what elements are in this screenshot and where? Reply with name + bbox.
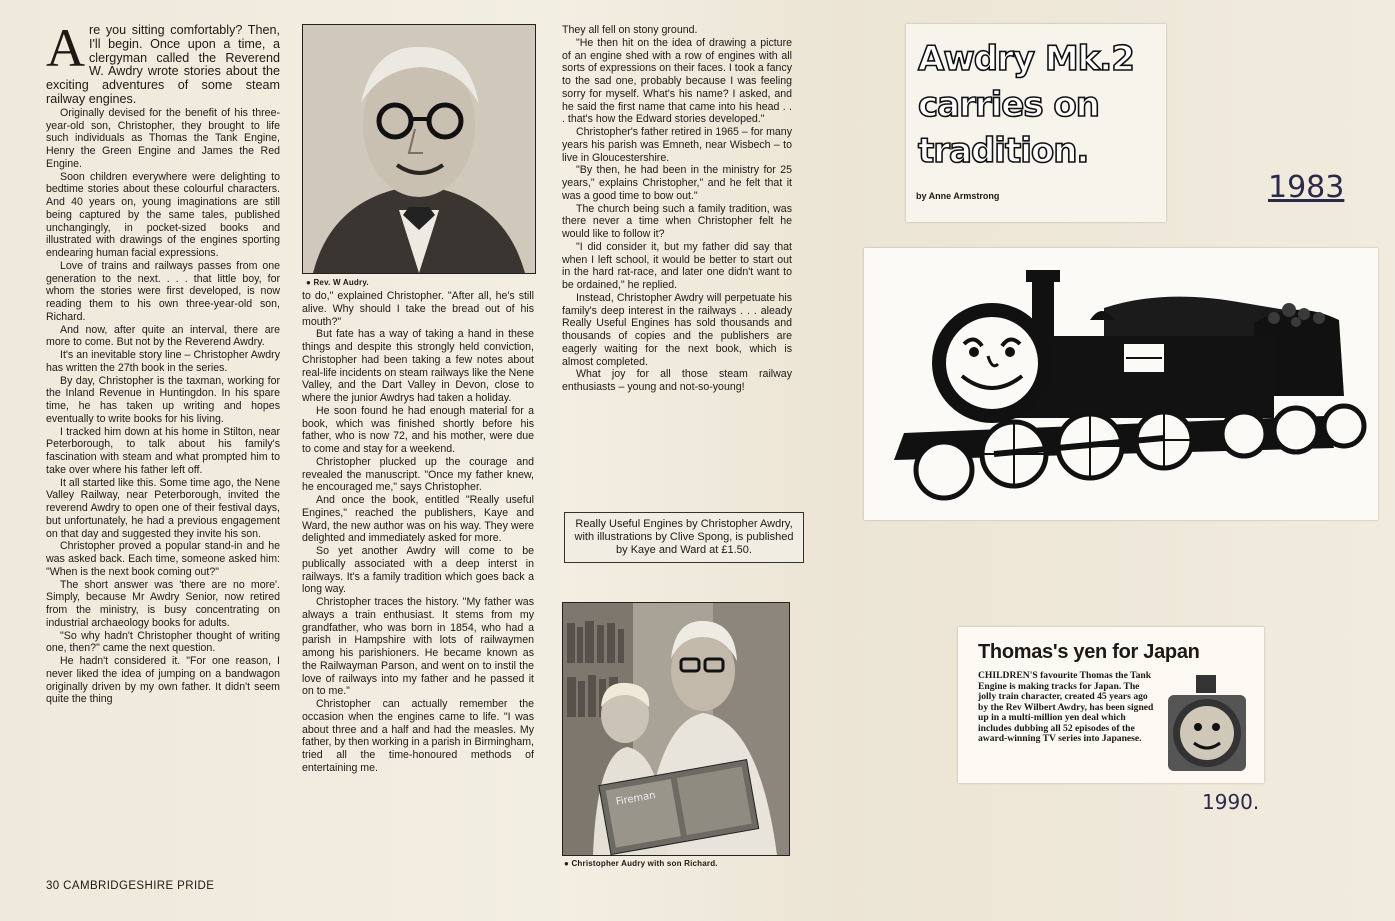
drop-cap: A (46, 18, 85, 78)
clipping-byline: by Anne Armstrong (916, 191, 1000, 201)
paragraph: "So why hadn't Christopher thought of writing one, then?" came the next question. (46, 629, 280, 655)
photo-caption-rev-awdry: ● Rev. W Audry. (306, 278, 369, 287)
handwritten-year-1990: 1990. (1202, 790, 1260, 814)
article-column-2 (302, 290, 534, 775)
photo-caption-father-son: ● Christopher Audry with son Richard. (564, 859, 718, 868)
paragraph: Christopher proved a popular stand-in and he was asked back. Each time, someone asked him: "When is the next book coming out?" (46, 540, 280, 578)
paragraph: He hadn't considered it. "For one reason, I never liked the idea of jumping on a bandwagon originally driven by my own father. It didn't seem quite the thing (46, 655, 280, 706)
paragraph: Love of trains and railways passes from one generation to the next. . . . that little boy, for whom the stories were first developed, is now reading them to his own three-year-old son, Richard. (46, 259, 280, 323)
thomas-engine-drawing (864, 248, 1378, 520)
paragraph: Originally devised for the benefit of his three-year-old son, Christopher, they brought to life such individuals as Thomas the Tank Engine, Henry the Green Engine and James the Red Engine. (46, 106, 280, 170)
paragraph: I tracked him down at his home in Stilton, near Peterborough, to talk about his family's fascination with steam and what prompted him to take over where his father left off. (46, 425, 280, 476)
clipping-headline: Awdry Mk.2 carries on tradition. (918, 39, 1134, 171)
portrait-photo-rev-awdry (302, 24, 536, 274)
paragraph: The short answer was 'there are no more'. Simply, because Mr Awdry Senior, now retired from the ministry, is busy concentrating on industrial archaeology books for adults. (46, 578, 280, 629)
paragraph: It all started like this. Some time ago, the Nene Valley Railway, near Peterborough, invited the reverend Awdry to open one of their festival days, but unfortunately, he had a previous engagement on that day and suggested they invite his son. (46, 476, 280, 540)
paragraph: And now, after quite an interval, there are more to come. But not by the Reverend Awdry. (46, 323, 280, 349)
paragraph: "I did consider it, but my father did say that when I left school, it would be better to start out in the hard rat-race, and later one didn't want to be ordained," he replied. (562, 240, 792, 291)
paragraph: Christopher plucked up the courage and revealed the manuscript. "Once my father knew, he encouraged me," says Christopher. (302, 455, 534, 494)
paragraph: Christopher traces the history. "My father was always a train enthusiast. It stems from my grandfather, who was born in 1854, who had a parish in Hampshire with lots of railwaymen among his parishioners. He became known as the Railwayman Parson, and went on to instil the love of railways into my father and he passed it on to me." (302, 596, 534, 698)
paragraph: What joy for all those steam railway enthusiasts – young and not-so-young! (562, 368, 792, 393)
paragraph: Christopher can actually remember the occasion when the engines came to life. "I was about three and a half and had the measles. My father, by then working in a parish in Birmingham, tried all the time-honoured methods of entertaining me. (302, 698, 535, 774)
paragraph: Soon children everywhere were delighting to bedtime stories about these colourful characters. And 40 years on, young imaginations are still being captured by the same tales, published unchangingly, in pocket-sized books and illustrated with drawings of the engines sporting endearing human facial expressions. (46, 170, 280, 260)
portrait-illustration (303, 25, 535, 273)
clipping-body: CHILDREN'S favourite Thomas the Tank Engine is making tracks for Japan. The jolly train character, created 45 years ago by the Rev Wilbert Awdry, has been signed up in a multi-million yen deal which includes dubbing all 52 episodes of the award-winning TV series into Japanese. (978, 670, 1154, 744)
paragraph: "By then, he had been in the ministry for 25 years," explains Christopher," and he felt that it was a good time to bow out." (562, 164, 792, 202)
paragraph: The church being such a family tradition, was there never a time when Christopher felt he would like to follow it? (562, 202, 792, 240)
thomas-face-icon (1162, 673, 1252, 773)
paragraph: And once the book, entitled "Really useful Engines," reached the publishers, Kaye and Ward, the new author was on his way. They were delighted and immediately asked for more. (302, 494, 534, 545)
paragraph: But fate has a way of taking a hand in these things and despite this strongly held conviction, Christopher had been taking a few notes about real-life incidents on steam railways like the Nene Valley, and the Dart Valley in Devon, close to where the junior Awdrys had taken a holiday. (302, 328, 534, 404)
paragraph: It's an inevitable story line – Christopher Awdry has written the 27th book in the series. (46, 349, 280, 374)
paragraph: to do," explained Christopher. "After all, he's still alive. Why should I take the bread out of his mouth?" (302, 290, 534, 328)
paragraph: By day, Christopher is the taxman, working for the Inland Revenue in Huntingdon. In his spare time, he has taken up writing and hopes eventually to write books for his living. (46, 374, 280, 425)
paragraph: "He then hit on the idea of drawing a picture of an engine shed with a row of engines with all sorts of expressions on their faces. I took a fancy to the sad one, probably because I was feeling sorry for myself. What's his name? I asked, and he said the first name that came into his head . . . that's how the Edward stories developed." (562, 36, 792, 126)
book-text: Fireman (615, 790, 657, 808)
article-lead: Are you sitting comfortably? Then, I'll begin. Once upon a time, a clergyman called the Reverend W. Awdry wrote stories about the exciting adventures of some steam railway engines. (46, 18, 280, 106)
clipping-awdry-mk2 (906, 24, 1166, 222)
paragraph: He soon found he had enough material for a book, which was finished shortly before his father, who is now 72, and his mother, were due to come and stay for a weekend. (302, 404, 534, 455)
handwritten-year-1983: 1983 (1268, 170, 1345, 205)
paragraph: So yet another Awdry will come to be publically associated with a deep interst in railways. It's a family tradition which goes back a long way. (302, 545, 534, 596)
clipping-thomas-japan (958, 627, 1264, 783)
magazine-article (38, 18, 806, 898)
article-column-3 (562, 24, 792, 394)
paragraph: Instead, Christopher Awdry will perpetuate his family's deep interest in the railways . . . aleady Really Useful Engines has sold thousands and thousands of copies and the publishers are eagerly waiting for the next book, which is almost completed. (562, 291, 792, 368)
paragraph: They all fell on stony ground. (562, 24, 698, 36)
article-column-1 (46, 18, 280, 706)
paragraph: Christopher's father retired in 1965 – for many years his parish was Emneth, near Wisbech – to live in Gloucestershire. (562, 126, 792, 164)
father-son-illustration (563, 603, 789, 855)
photo-christopher-and-son (562, 602, 790, 856)
book-info-box: Really Useful Engines by Christopher Awdry, with illustrations by Clive Spong, is published by Kaye and Ward at £1.50. (564, 512, 804, 563)
clipping-thomas-drawing (864, 248, 1378, 520)
clipping-headline: Thomas's yen for Japan (978, 641, 1200, 663)
page-footer: 30 CAMBRIDGESHIRE PRIDE (46, 880, 215, 892)
